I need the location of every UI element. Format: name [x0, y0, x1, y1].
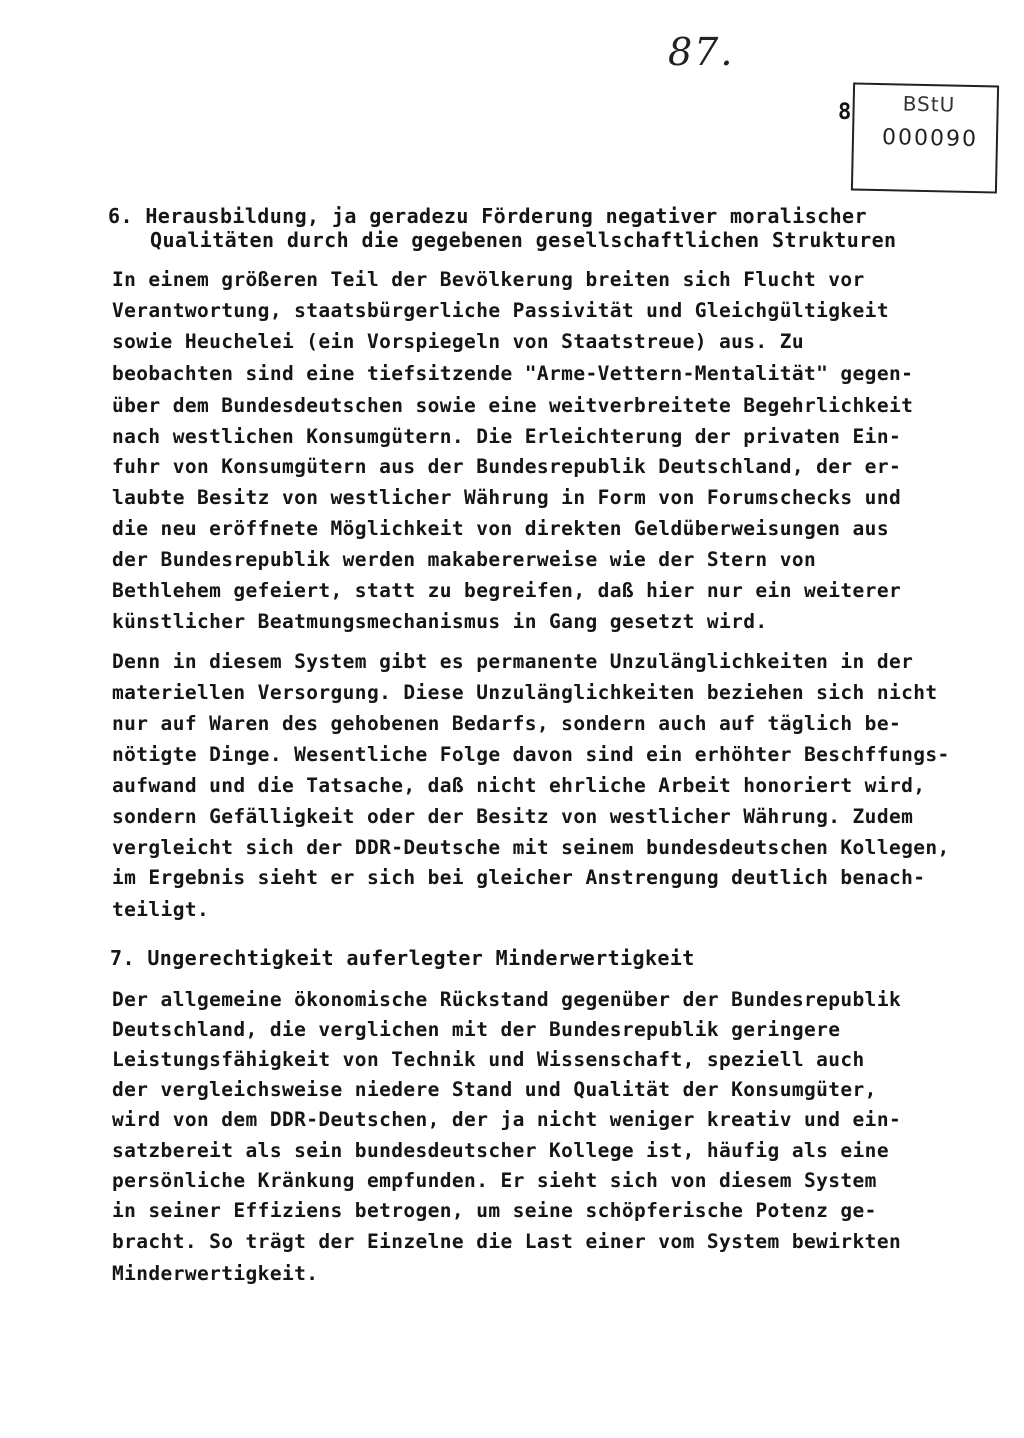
paragraph-line: bracht. So trägt der Einzelne die Last einer vom System bewirkten — [112, 1230, 902, 1253]
paragraph-line: sondern Gefälligkeit oder der Besitz von westlicher Währung. Zudem — [112, 805, 914, 828]
page-number: 8 — [838, 100, 852, 125]
paragraph-line: Minderwertigkeit. — [112, 1262, 319, 1285]
paragraph-line: wird von dem DDR-Deutschen, der ja nicht weniger kreativ und ein- — [112, 1108, 902, 1131]
paragraph-line: Denn in diesem System gibt es permanente Unzulänglichkeiten in der — [112, 650, 914, 673]
paragraph-line: In einem größeren Teil der Bevölkerung breiten sich Flucht vor — [112, 268, 865, 291]
paragraph-line: über dem Bundesdeutschen sowie eine weitverbreitete Begehrlichkeit — [112, 394, 914, 417]
paragraph-line: die neu eröffnete Möglichkeit von direkten Geldüberweisungen aus — [112, 517, 889, 540]
paragraph-line: sowie Heuchelei (ein Vorspiegeln von Staatstreue) aus. Zu — [112, 330, 804, 353]
stamp-number: 000090 — [881, 125, 979, 153]
paragraph-line: der vergleichsweise niedere Stand und Qualität der Konsumgüter, — [112, 1078, 877, 1101]
paragraph-line: nur auf Waren des gehobenen Bedarfs, sondern auch auf täglich be- — [112, 712, 902, 735]
paragraph-line: aufwand und die Tatsache, daß nicht ehrliche Arbeit honoriert wird, — [112, 774, 926, 797]
paragraph-line: der Bundesrepublik werden makabererweise wie der Stern von — [112, 548, 817, 571]
paragraph-line: im Ergebnis sieht er sich bei gleicher Anstrengung deutlich benach- — [112, 866, 926, 889]
paragraph-line: satzbereit als sein bundesdeutscher Kollege ist, häufig als eine — [112, 1139, 889, 1162]
paragraph-line: beobachten sind eine tiefsitzende "Arme-Vettern-Mentalität" gegen- — [112, 362, 914, 385]
paragraph-line: Deutschland, die verglichen mit der Bundesrepublik geringere — [112, 1018, 841, 1041]
paragraph-line: vergleicht sich der DDR-Deutsche mit seinem bundesdeutschen Kollegen, — [112, 836, 950, 859]
paragraph-line: fuhr von Konsumgütern aus der Bundesrepublik Deutschland, der er- — [112, 455, 902, 478]
paragraph-line: nach westlichen Konsumgütern. Die Erleichterung der privaten Ein- — [112, 425, 902, 448]
section-6-heading-line-1: 6. Herausbildung, ja geradezu Förderung negativer moralischer — [108, 204, 867, 228]
paragraph-line: laubte Besitz von westlicher Währung in Form von Forumschecks und — [112, 486, 902, 509]
paragraph-line: materiellen Versorgung. Diese Unzulänglichkeiten beziehen sich nicht — [112, 681, 938, 704]
paragraph-line: Bethlehem gefeiert, statt zu begreifen, daß hier nur ein weiterer — [112, 579, 902, 602]
paragraph-line: künstlicher Beatmungsmechanismus in Gang gesetzt wird. — [112, 610, 768, 633]
paragraph-line: in seiner Effiziens betrogen, um seine schöpferische Potenz ge- — [112, 1199, 877, 1222]
paragraph-line: persönliche Kränkung empfunden. Er sieht sich von diesem System — [112, 1169, 877, 1192]
archive-stamp — [851, 82, 999, 193]
section-6-heading-line-2: Qualitäten durch die gegebenen gesellschaftlichen Strukturen — [150, 228, 897, 252]
paragraph-line: teiligt. — [112, 898, 210, 921]
stamp-name: BStU — [902, 91, 956, 117]
paragraph-line: nötigte Dinge. Wesentliche Folge davon sind ein erhöhter Beschffungs- — [112, 743, 950, 766]
section-7-heading: 7. Ungerechtigkeit auferlegter Minderwertigkeit — [110, 946, 695, 970]
handwritten-page-note: 87. — [668, 30, 735, 74]
paragraph-line: Der allgemeine ökonomische Rückstand gegenüber der Bundesrepublik — [112, 988, 902, 1011]
paragraph-line: Leistungsfähigkeit von Technik und Wissenschaft, speziell auch — [112, 1048, 865, 1071]
paragraph-line: Verantwortung, staatsbürgerliche Passivität und Gleichgültigkeit — [112, 299, 889, 322]
